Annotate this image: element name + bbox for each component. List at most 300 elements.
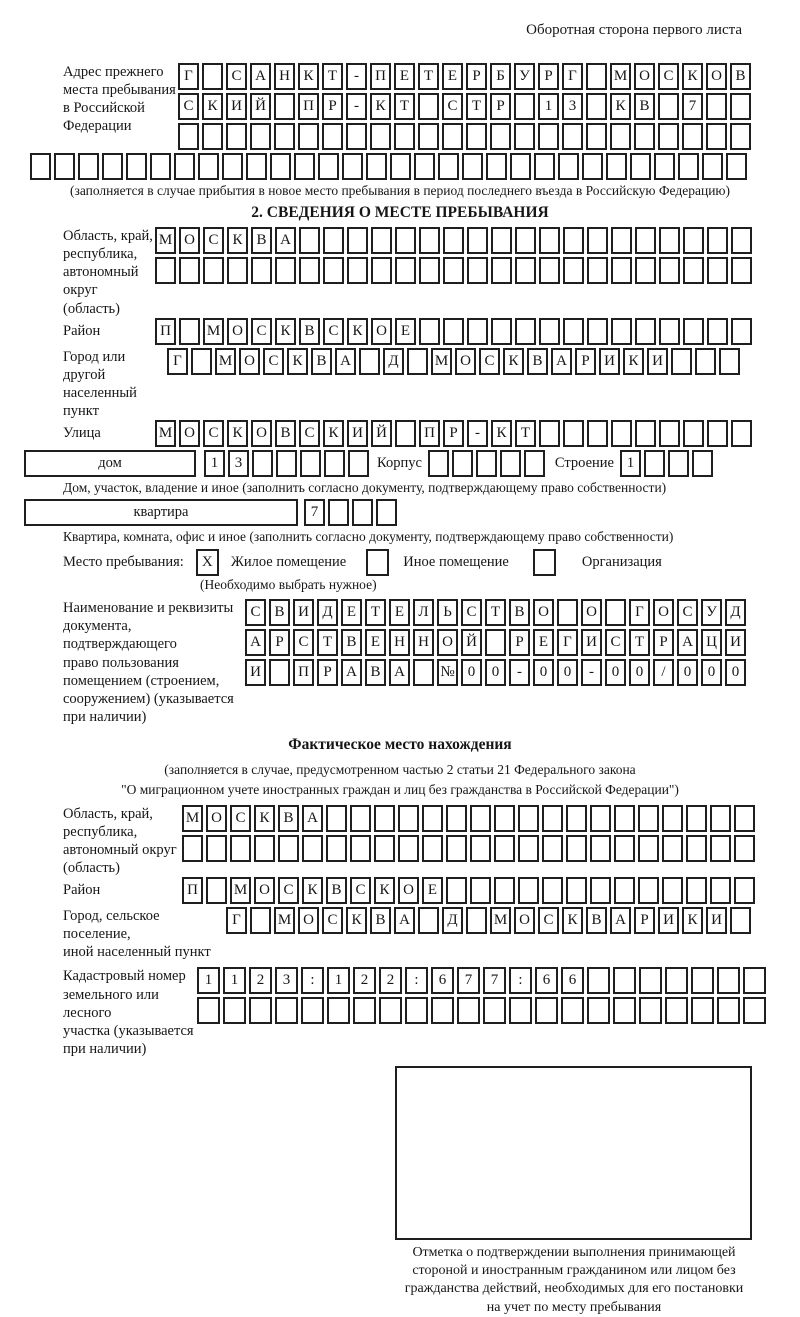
- char-cell[interactable]: К: [227, 227, 248, 254]
- char-cell[interactable]: [658, 123, 679, 150]
- char-cell[interactable]: [398, 835, 419, 862]
- char-cell[interactable]: [731, 318, 752, 345]
- char-cell[interactable]: [534, 153, 555, 180]
- char-cell[interactable]: [587, 967, 610, 994]
- char-cell[interactable]: [374, 835, 395, 862]
- char-cell[interactable]: М: [610, 63, 631, 90]
- char-cell[interactable]: О: [254, 877, 275, 904]
- char-cell[interactable]: [630, 153, 651, 180]
- char-cell[interactable]: 1: [197, 967, 220, 994]
- char-cell[interactable]: Н: [413, 629, 434, 656]
- char-cell[interactable]: В: [586, 907, 607, 934]
- char-cell[interactable]: К: [682, 63, 703, 90]
- char-cell[interactable]: [452, 450, 473, 477]
- char-cell[interactable]: [731, 420, 752, 447]
- char-cell[interactable]: [390, 153, 411, 180]
- char-cell[interactable]: [635, 420, 656, 447]
- char-cell[interactable]: [191, 348, 212, 375]
- char-cell[interactable]: А: [335, 348, 356, 375]
- char-cell[interactable]: [431, 997, 454, 1024]
- char-cell[interactable]: О: [634, 63, 655, 90]
- char-cell[interactable]: [605, 599, 626, 626]
- char-cell[interactable]: [466, 907, 487, 934]
- char-cell[interactable]: О: [179, 227, 200, 254]
- char-cell[interactable]: [413, 659, 434, 686]
- char-cell[interactable]: Т: [515, 420, 536, 447]
- char-cell[interactable]: Г: [557, 629, 578, 656]
- char-cell[interactable]: [659, 227, 680, 254]
- char-cell[interactable]: [418, 93, 439, 120]
- char-cell[interactable]: /: [653, 659, 674, 686]
- char-cell[interactable]: [302, 835, 323, 862]
- char-cell[interactable]: 7: [682, 93, 703, 120]
- char-cell[interactable]: 0: [485, 659, 506, 686]
- char-cell[interactable]: [654, 153, 675, 180]
- char-cell[interactable]: П: [419, 420, 440, 447]
- char-cell[interactable]: П: [298, 93, 319, 120]
- char-cell[interactable]: [379, 997, 402, 1024]
- char-cell[interactable]: [634, 123, 655, 150]
- char-cell[interactable]: [197, 997, 220, 1024]
- char-cell[interactable]: Р: [634, 907, 655, 934]
- char-cell[interactable]: [324, 450, 345, 477]
- char-cell[interactable]: [717, 967, 740, 994]
- char-cell[interactable]: [422, 805, 443, 832]
- char-cell[interactable]: П: [293, 659, 314, 686]
- char-cell[interactable]: И: [293, 599, 314, 626]
- char-cell[interactable]: С: [226, 63, 247, 90]
- char-cell[interactable]: М: [215, 348, 236, 375]
- char-cell[interactable]: С: [230, 805, 251, 832]
- char-cell[interactable]: Р: [317, 659, 338, 686]
- char-cell[interactable]: [515, 257, 536, 284]
- char-cell[interactable]: [226, 123, 247, 150]
- char-cell[interactable]: [686, 877, 707, 904]
- char-cell[interactable]: К: [610, 93, 631, 120]
- char-cell[interactable]: О: [239, 348, 260, 375]
- char-cell[interactable]: В: [730, 63, 751, 90]
- char-cell[interactable]: К: [254, 805, 275, 832]
- char-cell[interactable]: [490, 123, 511, 150]
- char-cell[interactable]: [462, 153, 483, 180]
- char-cell[interactable]: [371, 227, 392, 254]
- char-cell[interactable]: [347, 257, 368, 284]
- char-cell[interactable]: О: [298, 907, 319, 934]
- char-cell[interactable]: [539, 318, 560, 345]
- char-cell[interactable]: [606, 153, 627, 180]
- char-cell[interactable]: 0: [557, 659, 578, 686]
- char-cell[interactable]: [659, 318, 680, 345]
- char-cell[interactable]: С: [278, 877, 299, 904]
- char-cell[interactable]: [610, 123, 631, 150]
- char-cell[interactable]: С: [203, 420, 224, 447]
- char-cell[interactable]: [376, 499, 397, 526]
- char-cell[interactable]: П: [182, 877, 203, 904]
- char-cell[interactable]: [251, 257, 272, 284]
- char-cell[interactable]: О: [227, 318, 248, 345]
- char-cell[interactable]: [691, 967, 714, 994]
- char-cell[interactable]: [419, 227, 440, 254]
- char-cell[interactable]: И: [347, 420, 368, 447]
- char-cell[interactable]: О: [398, 877, 419, 904]
- char-cell[interactable]: [558, 153, 579, 180]
- char-cell[interactable]: И: [581, 629, 602, 656]
- char-cell[interactable]: В: [326, 877, 347, 904]
- char-cell[interactable]: [318, 153, 339, 180]
- char-cell[interactable]: [414, 153, 435, 180]
- char-cell[interactable]: [179, 257, 200, 284]
- char-cell[interactable]: [707, 420, 728, 447]
- char-cell[interactable]: [494, 835, 515, 862]
- char-cell[interactable]: -: [346, 63, 367, 90]
- char-cell[interactable]: [668, 450, 689, 477]
- char-cell[interactable]: [678, 153, 699, 180]
- char-cell[interactable]: [422, 835, 443, 862]
- char-cell[interactable]: [353, 997, 376, 1024]
- char-cell[interactable]: [278, 835, 299, 862]
- char-cell[interactable]: [557, 599, 578, 626]
- char-cell[interactable]: И: [647, 348, 668, 375]
- char-cell[interactable]: Н: [274, 63, 295, 90]
- char-cell[interactable]: Е: [389, 599, 410, 626]
- char-cell[interactable]: [611, 420, 632, 447]
- char-cell[interactable]: [691, 997, 714, 1024]
- char-cell[interactable]: В: [278, 805, 299, 832]
- char-cell[interactable]: К: [491, 420, 512, 447]
- char-cell[interactable]: [348, 450, 369, 477]
- char-cell[interactable]: [250, 907, 271, 934]
- char-cell[interactable]: :: [405, 967, 428, 994]
- char-cell[interactable]: [613, 997, 636, 1024]
- char-cell[interactable]: [730, 123, 751, 150]
- char-cell[interactable]: [662, 877, 683, 904]
- char-cell[interactable]: Ь: [437, 599, 458, 626]
- char-cell[interactable]: О: [533, 599, 554, 626]
- char-cell[interactable]: [535, 997, 558, 1024]
- char-cell[interactable]: У: [701, 599, 722, 626]
- char-cell[interactable]: 0: [725, 659, 746, 686]
- char-cell[interactable]: [635, 318, 656, 345]
- char-cell[interactable]: Т: [629, 629, 650, 656]
- char-cell[interactable]: [734, 835, 755, 862]
- char-cell[interactable]: [206, 835, 227, 862]
- char-cell[interactable]: П: [370, 63, 391, 90]
- char-cell[interactable]: [665, 967, 688, 994]
- char-cell[interactable]: [566, 805, 587, 832]
- char-cell[interactable]: Г: [562, 63, 583, 90]
- char-cell[interactable]: Е: [422, 877, 443, 904]
- char-cell[interactable]: П: [155, 318, 176, 345]
- char-cell[interactable]: [613, 967, 636, 994]
- char-cell[interactable]: Е: [395, 318, 416, 345]
- char-cell[interactable]: [659, 257, 680, 284]
- char-cell[interactable]: [486, 153, 507, 180]
- char-cell[interactable]: [731, 257, 752, 284]
- char-cell[interactable]: [179, 318, 200, 345]
- char-cell[interactable]: [562, 123, 583, 150]
- char-cell[interactable]: [563, 318, 584, 345]
- char-cell[interactable]: [706, 123, 727, 150]
- char-cell[interactable]: [352, 499, 373, 526]
- char-cell[interactable]: [614, 877, 635, 904]
- char-cell[interactable]: [126, 153, 147, 180]
- char-cell[interactable]: [638, 877, 659, 904]
- char-cell[interactable]: [346, 123, 367, 150]
- char-cell[interactable]: В: [311, 348, 332, 375]
- char-cell[interactable]: Й: [461, 629, 482, 656]
- char-cell[interactable]: [734, 805, 755, 832]
- char-cell[interactable]: [298, 123, 319, 150]
- char-cell[interactable]: [710, 835, 731, 862]
- char-cell[interactable]: [254, 835, 275, 862]
- char-cell[interactable]: [590, 835, 611, 862]
- char-cell[interactable]: [566, 835, 587, 862]
- char-cell[interactable]: [350, 805, 371, 832]
- char-cell[interactable]: К: [347, 318, 368, 345]
- char-cell[interactable]: [614, 835, 635, 862]
- char-cell[interactable]: Б: [490, 63, 511, 90]
- char-cell[interactable]: Д: [383, 348, 404, 375]
- char-cell[interactable]: [206, 877, 227, 904]
- char-cell[interactable]: [418, 907, 439, 934]
- char-cell[interactable]: [407, 348, 428, 375]
- char-cell[interactable]: К: [202, 93, 223, 120]
- char-cell[interactable]: С: [605, 629, 626, 656]
- char-cell[interactable]: Р: [509, 629, 530, 656]
- char-cell[interactable]: [223, 997, 246, 1024]
- char-cell[interactable]: В: [341, 629, 362, 656]
- char-cell[interactable]: [611, 257, 632, 284]
- char-cell[interactable]: А: [302, 805, 323, 832]
- char-cell[interactable]: [734, 877, 755, 904]
- char-cell[interactable]: [542, 877, 563, 904]
- char-cell[interactable]: [635, 227, 656, 254]
- char-cell[interactable]: Е: [365, 629, 386, 656]
- char-cell[interactable]: [518, 835, 539, 862]
- char-cell[interactable]: [467, 227, 488, 254]
- char-cell[interactable]: С: [263, 348, 284, 375]
- char-cell[interactable]: [326, 835, 347, 862]
- char-cell[interactable]: [102, 153, 123, 180]
- char-cell[interactable]: 0: [629, 659, 650, 686]
- char-cell[interactable]: [294, 153, 315, 180]
- char-cell[interactable]: Р: [575, 348, 596, 375]
- char-cell[interactable]: [178, 123, 199, 150]
- char-cell[interactable]: [538, 123, 559, 150]
- char-cell[interactable]: 1: [538, 93, 559, 120]
- char-cell[interactable]: К: [623, 348, 644, 375]
- char-cell[interactable]: -: [581, 659, 602, 686]
- char-cell[interactable]: С: [538, 907, 559, 934]
- char-cell[interactable]: Р: [653, 629, 674, 656]
- char-cell[interactable]: [494, 877, 515, 904]
- char-cell[interactable]: Т: [317, 629, 338, 656]
- char-cell[interactable]: [328, 499, 349, 526]
- char-cell[interactable]: [590, 877, 611, 904]
- char-cell[interactable]: М: [203, 318, 224, 345]
- char-cell[interactable]: [347, 227, 368, 254]
- char-cell[interactable]: А: [275, 227, 296, 254]
- checkbox-organizatsia[interactable]: [533, 549, 556, 576]
- char-cell[interactable]: [683, 318, 704, 345]
- char-cell[interactable]: Е: [442, 63, 463, 90]
- char-cell[interactable]: [252, 450, 273, 477]
- char-cell[interactable]: А: [610, 907, 631, 934]
- char-cell[interactable]: 6: [431, 967, 454, 994]
- char-cell[interactable]: №: [437, 659, 458, 686]
- char-cell[interactable]: Г: [167, 348, 188, 375]
- char-cell[interactable]: [405, 997, 428, 1024]
- char-cell[interactable]: Ц: [701, 629, 722, 656]
- char-cell[interactable]: 1: [223, 967, 246, 994]
- checkbox-zhiloe[interactable]: X: [196, 549, 219, 576]
- char-cell[interactable]: [327, 997, 350, 1024]
- char-cell[interactable]: [323, 227, 344, 254]
- char-cell[interactable]: Е: [394, 63, 415, 90]
- char-cell[interactable]: [710, 877, 731, 904]
- char-cell[interactable]: В: [527, 348, 548, 375]
- char-cell[interactable]: А: [677, 629, 698, 656]
- char-cell[interactable]: [299, 227, 320, 254]
- char-cell[interactable]: [743, 997, 766, 1024]
- char-cell[interactable]: [322, 123, 343, 150]
- char-cell[interactable]: [443, 318, 464, 345]
- char-cell[interactable]: -: [467, 420, 488, 447]
- char-cell[interactable]: В: [251, 227, 272, 254]
- char-cell[interactable]: [491, 257, 512, 284]
- char-cell[interactable]: [500, 450, 521, 477]
- char-cell[interactable]: А: [394, 907, 415, 934]
- char-cell[interactable]: [395, 227, 416, 254]
- char-cell[interactable]: [561, 997, 584, 1024]
- char-cell[interactable]: [202, 123, 223, 150]
- char-cell[interactable]: [563, 257, 584, 284]
- char-cell[interactable]: 3: [228, 450, 249, 477]
- char-cell[interactable]: [662, 835, 683, 862]
- char-cell[interactable]: Т: [485, 599, 506, 626]
- char-cell[interactable]: [359, 348, 380, 375]
- char-cell[interactable]: [370, 123, 391, 150]
- char-cell[interactable]: [518, 877, 539, 904]
- char-cell[interactable]: 3: [562, 93, 583, 120]
- char-cell[interactable]: [514, 123, 535, 150]
- char-cell[interactable]: Т: [322, 63, 343, 90]
- char-cell[interactable]: [374, 805, 395, 832]
- char-cell[interactable]: [428, 450, 449, 477]
- char-cell[interactable]: [644, 450, 665, 477]
- char-cell[interactable]: [418, 123, 439, 150]
- char-cell[interactable]: [419, 257, 440, 284]
- char-cell[interactable]: Т: [365, 599, 386, 626]
- char-cell[interactable]: И: [725, 629, 746, 656]
- char-cell[interactable]: Р: [538, 63, 559, 90]
- char-cell[interactable]: [692, 450, 713, 477]
- char-cell[interactable]: [491, 318, 512, 345]
- char-cell[interactable]: А: [245, 629, 266, 656]
- char-cell[interactable]: С: [323, 318, 344, 345]
- char-cell[interactable]: О: [371, 318, 392, 345]
- char-cell[interactable]: [682, 123, 703, 150]
- char-cell[interactable]: В: [634, 93, 655, 120]
- char-cell[interactable]: А: [551, 348, 572, 375]
- char-cell[interactable]: В: [269, 599, 290, 626]
- char-cell[interactable]: [614, 805, 635, 832]
- char-cell[interactable]: [586, 123, 607, 150]
- char-cell[interactable]: С: [178, 93, 199, 120]
- char-cell[interactable]: [485, 629, 506, 656]
- char-cell[interactable]: [582, 153, 603, 180]
- char-cell[interactable]: М: [274, 907, 295, 934]
- char-cell[interactable]: [587, 420, 608, 447]
- char-cell[interactable]: К: [346, 907, 367, 934]
- char-cell[interactable]: С: [251, 318, 272, 345]
- char-cell[interactable]: [566, 877, 587, 904]
- char-cell[interactable]: С: [479, 348, 500, 375]
- char-cell[interactable]: [683, 420, 704, 447]
- char-cell[interactable]: М: [155, 227, 176, 254]
- char-cell[interactable]: [726, 153, 747, 180]
- char-cell[interactable]: С: [350, 877, 371, 904]
- char-cell[interactable]: К: [370, 93, 391, 120]
- char-cell[interactable]: 7: [457, 967, 480, 994]
- char-cell[interactable]: -: [509, 659, 530, 686]
- char-cell[interactable]: 6: [535, 967, 558, 994]
- char-cell[interactable]: Е: [533, 629, 554, 656]
- char-cell[interactable]: [730, 907, 751, 934]
- char-cell[interactable]: [230, 835, 251, 862]
- char-cell[interactable]: Д: [725, 599, 746, 626]
- char-cell[interactable]: О: [179, 420, 200, 447]
- char-cell[interactable]: [524, 450, 545, 477]
- char-cell[interactable]: [719, 348, 740, 375]
- char-cell[interactable]: [276, 450, 297, 477]
- char-cell[interactable]: К: [374, 877, 395, 904]
- char-cell[interactable]: У: [514, 63, 535, 90]
- char-cell[interactable]: [539, 420, 560, 447]
- char-cell[interactable]: К: [323, 420, 344, 447]
- char-cell[interactable]: [539, 227, 560, 254]
- char-cell[interactable]: С: [245, 599, 266, 626]
- char-cell[interactable]: [707, 227, 728, 254]
- char-cell[interactable]: 1: [327, 967, 350, 994]
- char-cell[interactable]: Г: [178, 63, 199, 90]
- char-cell[interactable]: [509, 997, 532, 1024]
- char-cell[interactable]: О: [437, 629, 458, 656]
- char-cell[interactable]: [494, 805, 515, 832]
- char-cell[interactable]: [639, 967, 662, 994]
- char-cell[interactable]: [300, 450, 321, 477]
- char-cell[interactable]: О: [581, 599, 602, 626]
- char-cell[interactable]: 0: [605, 659, 626, 686]
- char-cell[interactable]: [419, 318, 440, 345]
- char-cell[interactable]: :: [301, 967, 324, 994]
- char-cell[interactable]: :: [509, 967, 532, 994]
- char-cell[interactable]: [443, 257, 464, 284]
- char-cell[interactable]: [587, 997, 610, 1024]
- char-cell[interactable]: 7: [304, 499, 325, 526]
- char-cell[interactable]: [707, 318, 728, 345]
- char-cell[interactable]: 1: [204, 450, 225, 477]
- char-cell[interactable]: [246, 153, 267, 180]
- char-cell[interactable]: К: [562, 907, 583, 934]
- char-cell[interactable]: С: [461, 599, 482, 626]
- char-cell[interactable]: [350, 835, 371, 862]
- char-cell[interactable]: [510, 153, 531, 180]
- char-cell[interactable]: К: [287, 348, 308, 375]
- char-cell[interactable]: Г: [629, 599, 650, 626]
- char-cell[interactable]: М: [155, 420, 176, 447]
- char-cell[interactable]: [275, 257, 296, 284]
